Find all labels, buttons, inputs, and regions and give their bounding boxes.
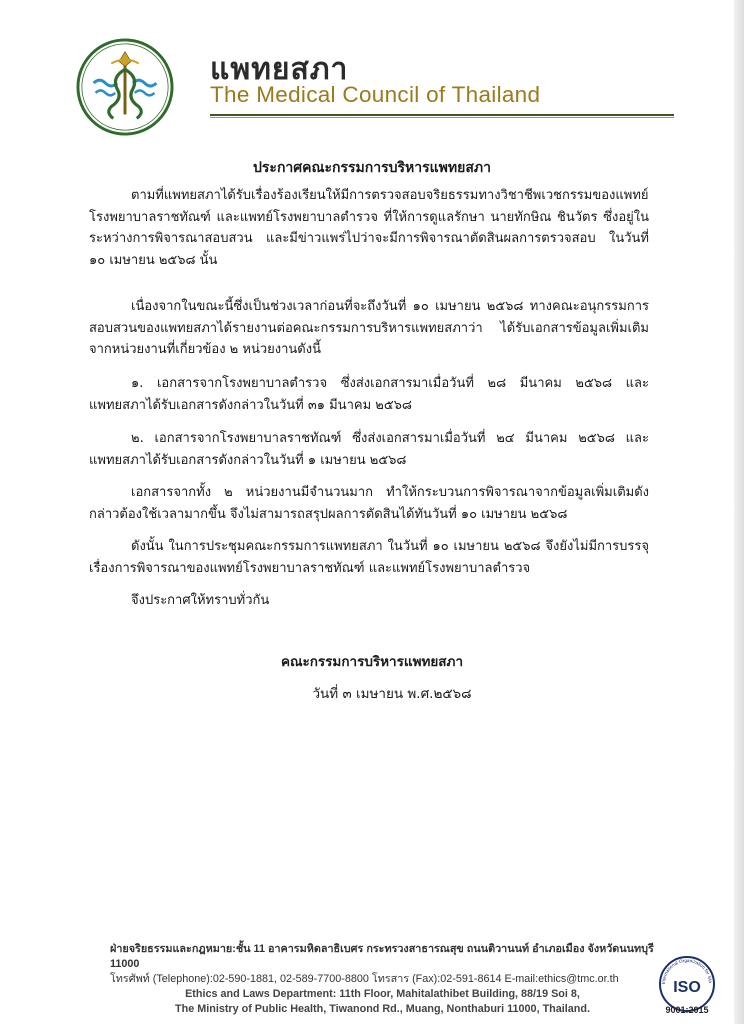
paragraph-5-text: เอกสารจากทั้ง ๒ หน่วยงานมีจำนวนมาก ทำให้กระบวนการพิจารณาจากข้อมูลเพิ่มเติมดังกล่าวต้องใช้เวลามากขึ้น จึงไม่สามารถสรุปผลการตัดสินได้ทันวันที่ ๑๐ เมษายน ๒๕๖๘ [89, 485, 649, 522]
footer-address-english: Ethics and Laws Department: 11th Floor, Mahitalathibet Building, 88/19 Soi 8, [185, 988, 580, 1000]
medical-council-seal-icon [76, 38, 174, 136]
footer-phone-email: โทรศัพท์ (Telephone):02-590-1881, 02-589-7700-8800 โทรสาร (Fax):02-591-8614 E-mail:ethics@tmc.or.th [110, 973, 619, 985]
page-edge [734, 0, 744, 1024]
letterhead [76, 38, 676, 138]
paragraph-6-text: ดังนั้น ในการประชุมคณะกรรมการแพทยสภา ในวันที่ ๑๐ เมษายน ๒๕๖๘ จึงยังไม่มีการบรรจุเรื่องการพิจารณาของแพทย์โรงพยาบาลราชทัณฑ์ และแพทย์โรงพยาบาลตำรวจ [89, 539, 649, 576]
paragraph-3-text: ๑. เอกสารจากโรงพยาบาลตำรวจ ซึ่งส่งเอกสารมาเมื่อวันที่ ๒๘ มีนาคม ๒๕๖๘ และแพทยสภาได้รับเอกสารดังกล่าวในวันที่ ๓๑ มีนาคม ๒๕๖๘ [89, 376, 649, 413]
paragraph-4-text: ๒. เอกสารจากโรงพยาบาลราชทัณฑ์ ซึ่งส่งเอกสารมาเมื่อวันที่ ๒๔ มีนาคม ๒๕๖๘ และแพทยสภาได้รับเอกสารดังกล่าวในวันที่ ๑ เมษายน ๒๕๖๘ [89, 431, 649, 468]
header-rule [210, 114, 674, 116]
iso-standard-number: 9001:2015 [665, 1005, 709, 1015]
footer-ministry-address: The Ministry of Public Health, Tiwanond Rd., Muang, Nonthaburi 11000, Thailand. [175, 1003, 590, 1015]
paragraph-3 [89, 373, 649, 416]
paragraph-7-text: จึงประกาศให้ทราบทั่วกัน [131, 593, 270, 608]
org-name-thai: แพทยสภา [210, 52, 349, 87]
signatory-name: คณะกรรมการบริหารแพทยสภา [280, 654, 464, 670]
paragraph-4 [89, 428, 649, 471]
header-rule-thin [210, 117, 674, 118]
paragraph-7 [89, 590, 649, 612]
footer-address-thai: ฝ่ายจริยธรรมและกฎหมาย:ชั้น 11 อาคารมหิดลาธิเบศร กระทรวงสาธารณสุข ถนนติวานนท์ อำเภอเมือง จังหวัดนนทบุรี 11000 [110, 943, 654, 970]
paragraph-1 [89, 185, 649, 271]
iso-ring-text: International Organization for Sta [660, 957, 713, 985]
footer-contact [110, 942, 655, 1017]
announcement-date: วันที่ ๓ เมษายน พ.ศ.๒๕๖๘ [312, 686, 472, 702]
paragraph-2 [89, 296, 649, 361]
paragraph-2-text: เนื่องจากในขณะนี้ซึ่งเป็นช่วงเวลาก่อนที่จะถึงวันที่ ๑๐ เมษายน ๒๕๖๘ ทางคณะอนุกรรมการสอบสวนของแพทยสภาได้รายงานต่อคณะกรรมการบริหารแพทยสภาว่า ได้รับเอกสารข้อมูลเพิ่มเติมจากหน่วยงานที่เกี่ยวข้อง ๒ หน่วยงานดังนี้ [89, 299, 649, 357]
org-name-english: The Medical Council of Thailand [210, 82, 541, 107]
paragraph-1-text: ตามที่แพทยสภาได้รับเรื่องร้องเรียนให้มีการตรวจสอบจริยธรรมทางวิชาชีพเวชกรรมของแพทย์โรงพยาบาลราชทัณฑ์ และแพทย์โรงพยาบาลตำรวจ ที่ให้การดูแลรักษา นายทักษิณ ชินวัตร ซึ่งอยู่ในระหว่างการพิจารณาสอบสวน และมีข่าวแพร่ไปว่าจะมีการพิจารณาตัดสินผลการตรวจสอบ ในวันที่ ๑๐ เมษายน ๒๕๖๘ นั้น [89, 188, 649, 268]
paragraph-5 [89, 482, 649, 525]
paragraph-6 [89, 536, 649, 579]
announcement-title: ประกาศคณะกรรมการบริหารแพทยสภา [253, 160, 491, 176]
iso-mark: ISO [673, 979, 701, 996]
